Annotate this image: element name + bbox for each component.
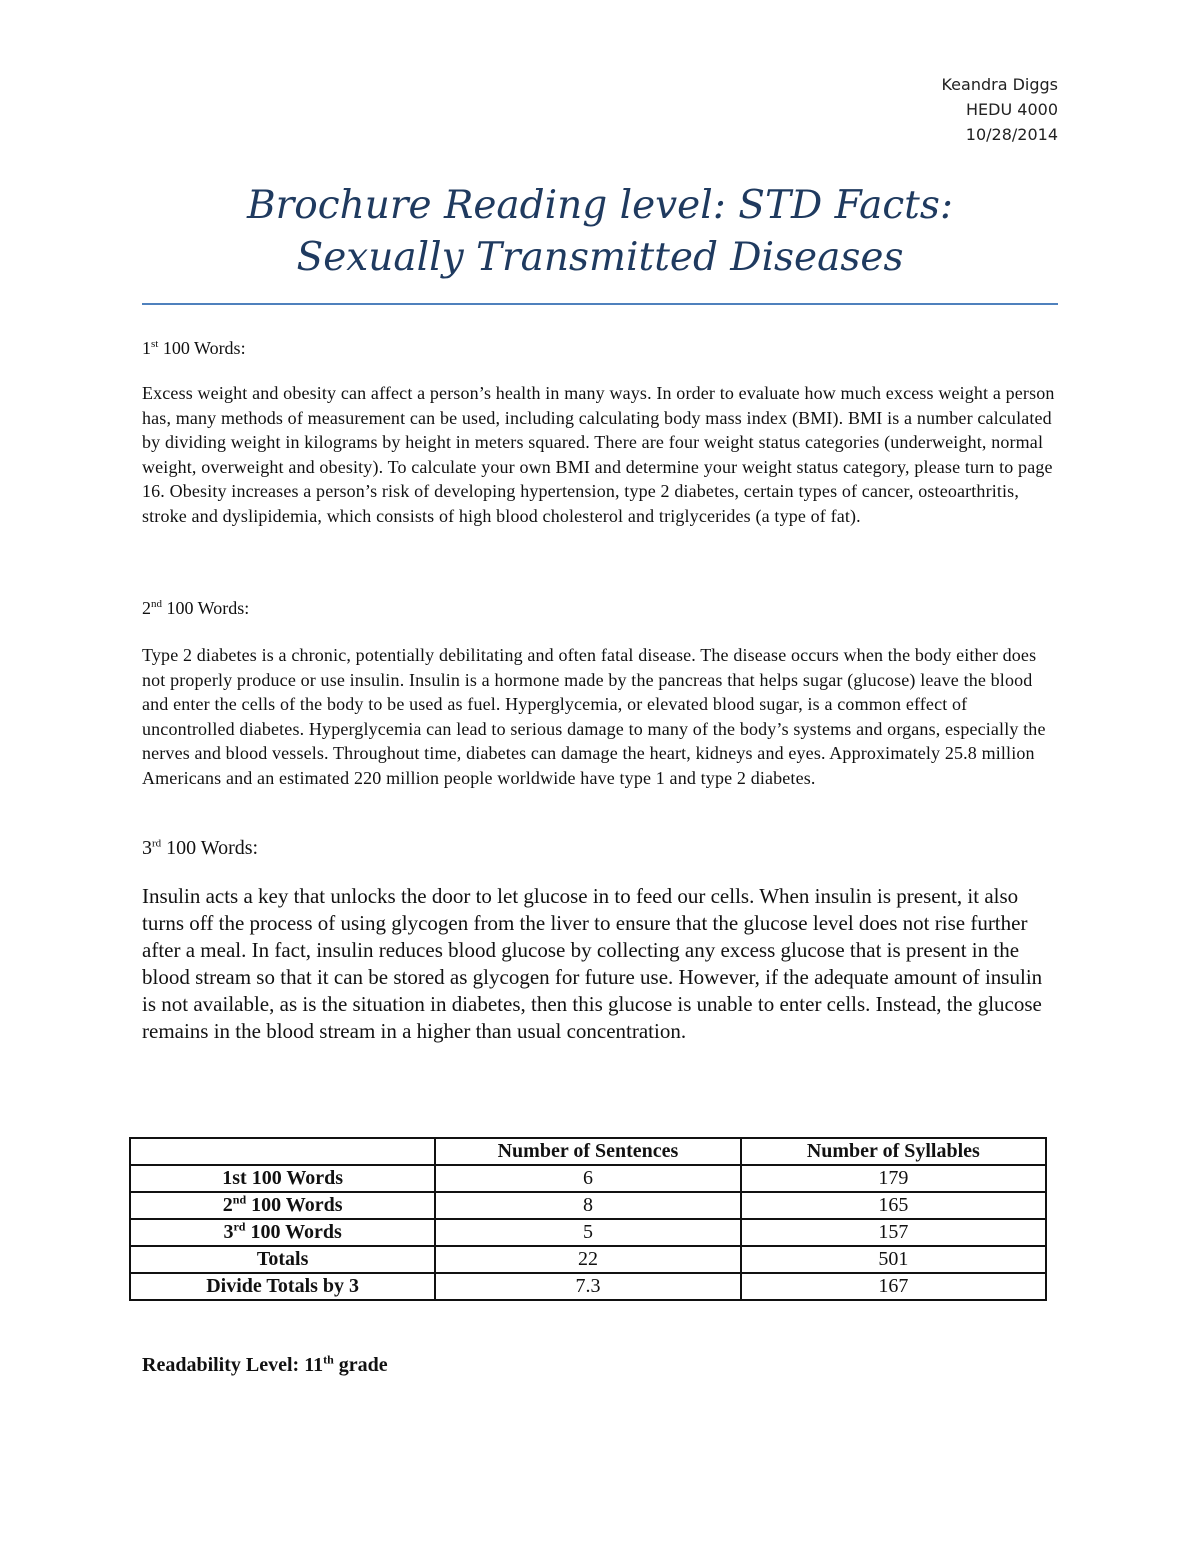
section-3-heading: 3rd 100 Words:	[142, 837, 259, 859]
syllables-cell: 165	[741, 1192, 1046, 1219]
row-label: Divide Totals by 3	[130, 1273, 435, 1300]
table-row	[130, 1246, 1046, 1273]
sentences-cell: 22	[435, 1246, 740, 1273]
table-row	[130, 1192, 1046, 1219]
page-title	[142, 180, 1058, 284]
table-row	[130, 1219, 1046, 1246]
table-header-syllables: Number of Syllables	[741, 1138, 1046, 1165]
syllables-cell: 167	[741, 1273, 1046, 1300]
section-2-text: Type 2 diabetes is a chronic, potentially debilitating and often fatal disease. The disease occurs when the body either does not properly produce or use insulin. Insulin is a hormone made by the pancreas that helps sugar (glucose) leave the blood and enter the cells of the body to be used as fuel. Hyperglycemia, or elevated blood sugar, is a common effect of uncontrolled diabetes. Hyperglycemia can lead to serious damage to many of the body’s systems and organs, especially the nerves and blood vessels. Throughout time, diabetes can damage the heart, kidneys and eyes. Approximately 25.8 million Americans and an estimated 220 million people worldwide have type 1 and type 2 diabetes.	[142, 645, 1046, 788]
sentences-cell: 6	[435, 1165, 740, 1192]
author-header	[941, 72, 1058, 147]
row-label: Totals	[130, 1246, 435, 1273]
row-label: 3rd 100 Words	[130, 1219, 435, 1246]
section-1-heading: 1st 100 Words:	[142, 338, 246, 358]
sentences-cell: 5	[435, 1219, 740, 1246]
syllables-cell: 157	[741, 1219, 1046, 1246]
readability-table	[129, 1137, 1047, 1301]
title-line-2: Sexually Transmitted Diseases	[296, 235, 904, 280]
table-row	[130, 1273, 1046, 1300]
section-2-heading: 2nd 100 Words:	[142, 598, 250, 618]
sentences-cell: 7.3	[435, 1273, 740, 1300]
row-label: 2nd 100 Words	[130, 1192, 435, 1219]
table-header-row	[130, 1138, 1046, 1165]
section-3-text: Insulin acts a key that unlocks the door to let glucose in to feed our cells. When insulin is present, it also turns off the process of using glycogen from the liver to ensure that the glucose level does not rise further after a meal. In fact, insulin reduces blood glucose by collecting any excess glucose that is present in the blood stream so that it can be stored as glycogen for future use. However, if the adequate amount of insulin is not available, as is the situation in diabetes, then this glucose is unable to enter cells. Instead, the glucose remains in the blood stream in a higher than usual concentration.	[142, 884, 1043, 1043]
syllables-cell: 179	[741, 1165, 1046, 1192]
readability-level: Readability Level: 11th grade	[142, 1352, 388, 1376]
course-code: HEDU 4000	[966, 100, 1058, 119]
table-header-sentences: Number of Sentences	[435, 1138, 740, 1165]
table-row	[130, 1165, 1046, 1192]
section-1-text: Excess weight and obesity can affect a person’s health in many ways. In order to evaluate how much excess weight a person has, many methods of measurement can be used, including calculating body mass index (BMI). BMI is a number calculated by dividing weight in kilograms by height in meters squared. There are four weight status categories (underweight, normal weight, overweight and obesity). To calculate your own BMI and determine your weight status category, please turn to page 16. Obesity increases a person’s risk of developing hypertension, type 2 diabetes, certain types of cancer, osteoarthritis, stroke and dyslipidemia, which consists of high blood cholesterol and triglycerides (a type of fat).	[142, 383, 1055, 526]
syllables-cell: 501	[741, 1246, 1046, 1273]
title-divider	[142, 303, 1058, 305]
sentences-cell: 8	[435, 1192, 740, 1219]
row-label: 1st 100 Words	[130, 1165, 435, 1192]
title-line-1: Brochure Reading level: STD Facts:	[247, 183, 953, 228]
table-header-empty	[130, 1138, 435, 1165]
author-name: Keandra Diggs	[941, 75, 1058, 94]
document-date: 10/28/2014	[965, 125, 1058, 144]
